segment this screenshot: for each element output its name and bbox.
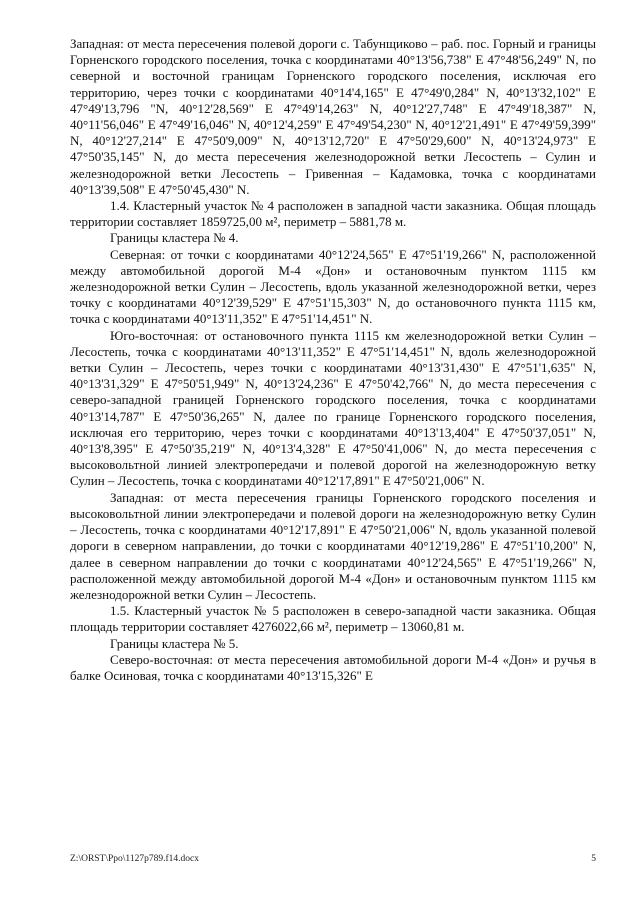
paragraph-cluster-4-southeast: Юго-восточная: от остановочного пункта 1115 км железнодорожной ветки Сулин – Лесостепь, точка с координатами 40°13'11,352" Е 47°51'14,451" N, вдоль железнодорожной ветки Сулин – Лесостепь, через точки с координатами 40°13'31,430" Е 47°51'1,635" N, 40°13'31,329" Е 47°50'51,949" N, 40°13'24,236" Е 47°50'42,766" N, до места пересечения с северо-западной границей Горненского городского поселения, точка с координатами 40°13'14,787" Е 47°50'36,265" N, далее по границе Горненского городского поселения, исключая его территорию, через точки с координатами 40°13'13,404" Е 47°50'37,051" N, 40°13'8,395" Е 47°50'35,219" N, 40°13'4,328" Е 47°50'41,006" N, до места пересечения с высоковольтной линией электропередачи и полевой дорогой на железнодорожную ветку Сулин – Лесостепь, точка с координатами 40°12'17,891" Е 47°50'21,006" N. bbox=[70, 327, 596, 489]
paragraph-cluster-5-intro: 1.5. Кластерный участок № 5 расположен в северо-западной части заказника. Общая площадь территории составляет 4276022,66 м², периметр – 13060,81 м. bbox=[70, 603, 596, 635]
page-number: 5 bbox=[591, 854, 596, 864]
heading-cluster-5-borders: Границы кластера № 5. bbox=[110, 635, 239, 651]
document-body bbox=[70, 36, 596, 684]
paragraph-cluster-5-northeast: Северо-восточная: от места пересечения автомобильной дороги М-4 «Дон» и ручья в балке Осиновая, точка с координатами 40°13'15,326" Е bbox=[70, 651, 596, 683]
heading-cluster-4-borders: Границы кластера № 4. bbox=[110, 230, 239, 246]
file-path: Z:\ORST\Ppo\1127p789.f14.docx bbox=[70, 854, 199, 864]
paragraph-cluster-4-intro: 1.4. Кластерный участок № 4 расположен в западной части заказника. Общая площадь территории составляет 1859725,00 м², периметр – 5881,78 м. bbox=[70, 198, 596, 230]
paragraph-cluster-4-west: Западная: от места пересечения границы Горненского городского поселения и высоковольтной линии электропередачи и полевой дороги на железнодорожную ветку Сулин – Лесостепь, точка с координатами 40°12'17,891" Е 47°50'21,006" N, вдоль указанной полевой дороги в северном направлении, до точки с координатами 40°12'19,286" Е 47°51'10,200" N, далее в северном направлении до точки с координатами 40°12'24,565" Е 47°51'19,266" N, расположенной между автомобильной дорогой М-4 «Дон» и остановочным пунктом 1115 км железнодорожной ветки Сулин – Лесостепь. bbox=[70, 489, 596, 602]
paragraph-cluster-4-north: Северная: от точки с координатами 40°12'24,565" Е 47°51'19,266" N, расположенной между автомобильной дорогой М-4 «Дон» и остановочным пунктом 1115 км железнодорожной ветки Сулин – Лесостепь, вдоль указанной железнодорожной ветки, через точку с координатами 40°12'39,529" Е 47°51'15,303" N, до остановочного пункта 1115 км, точка с координатами 40°13'11,352" Е 47°51'14,451" N. bbox=[70, 246, 596, 327]
paragraph-west-cluster-3: Западная: от места пересечения полевой дороги с. Табунщиково – раб. пос. Горный и границы Горненского городского поселения, точка с координатами 40°13'56,738" Е 47°48'56,249" N, по северной и восточной границам Горненского городского поселения, исключая его территорию, через точки с координатами 40°14'4,165" Е 47°49'0,284" N, 40°13'32,102" Е 47°49'13,796 "N, 40°12'28,569" Е 47°49'14,263" N, 40°12'27,748" Е 47°49'18,387" N, 40°11'56,046" Е 47°49'16,046" N, 40°12'4,259" Е 47°49'54,230" N, 40°12'21,491" Е 47°49'59,399" N, 40°12'27,214" Е 47°50'9,009" N, 40°13'12,720" Е 47°50'29,600" N, 40°13'24,973" Е 47°50'35,145" N, до места пересечения железнодорожной ветки Лесостепь – Сулин и железнодорожной ветки Лесостепь – Гривенная – Кадамовка, точка с координатами 40°13'39,508" Е 47°50'45,430" N. bbox=[70, 36, 596, 197]
